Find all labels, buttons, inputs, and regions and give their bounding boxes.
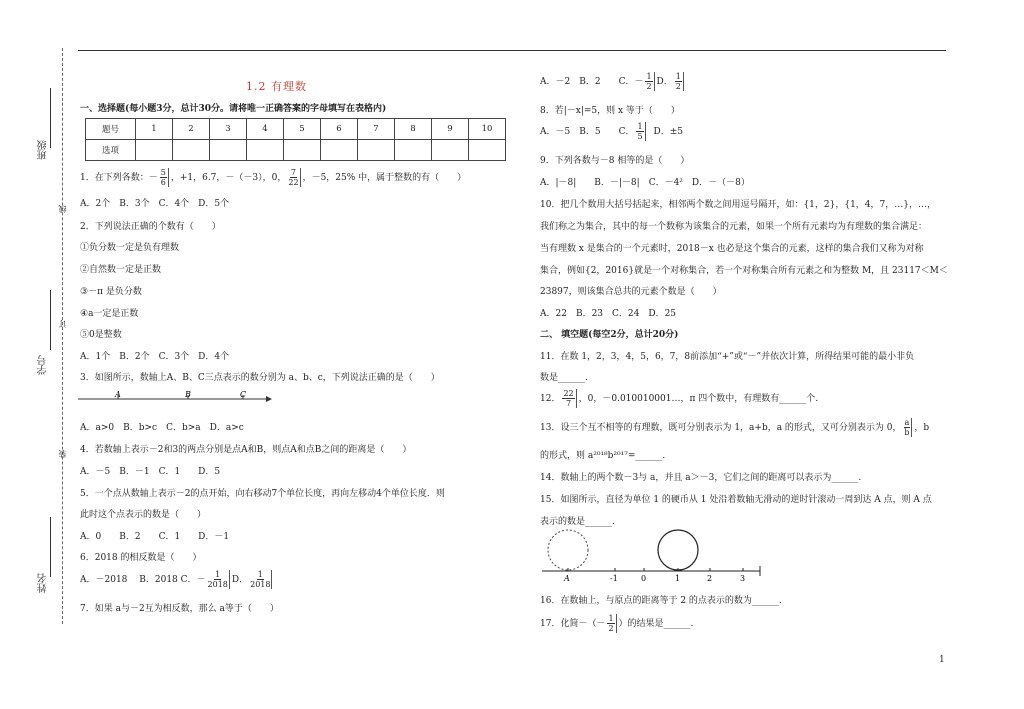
question-4: 4．若数轴上表示－2和3的两点分别是点A和B，则点A和点B之间的距离是（ ）	[80, 445, 412, 455]
question-7: 7．如果 a与－2互为相反数，那么 a等于（ ）	[80, 604, 279, 614]
question-13-line1: 13．设三个互不相等的有理数，既可分别表示为 1，a+b，a 的形式，又可分别表示为 0， $\frac{a}{b}$ ，b	[540, 418, 930, 437]
answer-cell[interactable]	[284, 140, 321, 161]
class-write-line	[50, 88, 51, 148]
q3-number-line	[78, 390, 272, 406]
q2-statement: ①负分数一定是负有理数	[80, 243, 180, 253]
question-10-line4: 集合，例如{2，2016}就是一个对称集合，若一个对称集合所有元素之和为整数 M，且 23117＜M＜	[540, 266, 948, 276]
question-9: 9．下列各数与－8 相等的是（ ）	[540, 156, 690, 166]
question-11-line2: 数是______.	[540, 373, 588, 383]
tick-label: A	[564, 574, 570, 583]
attach-label: 装	[58, 450, 67, 458]
question-3: 3．如图所示，数轴上A、B、C三点表示的数分别为 a、b、c，下列说法正确的是（ ）	[80, 373, 440, 383]
q2-options: A．1个 B．2个 C．3个 D．4个	[80, 352, 230, 362]
fraction: $\frac{1}{2018}$	[250, 570, 271, 589]
name-write-line	[50, 517, 51, 577]
question-16: 16．在数轴上，与原点的距离等于 2 的点表示的数为______.	[540, 596, 782, 606]
answer-cell[interactable]	[469, 140, 506, 161]
fraction: $\frac{1}{2}$	[607, 614, 616, 633]
line-label: 线	[58, 205, 67, 213]
q3-options: A．a>0 B．b>c C．b>a D．a>c	[80, 423, 244, 433]
question-1: 1．在下列各数：－ $\frac{5}{6}$ ，+1，6.7，－（－3），0， $\frac{7}{22}$ ，－5，25% 中，属于整数的有（ ）	[80, 168, 467, 187]
question-10-line2: 我们称之为集合，其中的每一个数称为该集合的元素，如果一个所有元素均为有理数的集合满足：	[540, 222, 928, 232]
answer-cell[interactable]	[395, 140, 432, 161]
fraction: $\frac{1}{2}$	[645, 72, 654, 91]
fraction: $\frac{1}{2018}$	[207, 570, 228, 589]
q6-options: A．－2018 B．2018 C．－ $\frac{1}{2018}$ D． $\frac{1}{2018}$	[80, 570, 271, 589]
binding-line	[62, 48, 63, 624]
tick-label: 0	[641, 574, 647, 583]
answer-cell[interactable]	[247, 140, 284, 161]
page-number: 1	[939, 655, 945, 665]
question-10-line1: 10．把几个数用大括号括起来，相邻两个数之间用逗号隔开，如：{1，2}，{1，4，7，…}，…，	[540, 200, 936, 210]
section-2-heading: 二、 填空题(每空2分，总计20分)	[540, 330, 679, 340]
question-8: 8．若|－x|=5，则 x 等于（ ）	[540, 106, 680, 116]
fraction: $\frac{5}{6}$	[160, 168, 169, 187]
fraction: $\frac{1}{2}$	[675, 72, 684, 91]
start-coin-icon	[548, 530, 588, 570]
question-5-line2: 此时这个点表示的数是（ ）	[80, 510, 207, 520]
q1-options: A．2个 B．3个 C．4个 D．5个	[80, 199, 230, 209]
bind-label: 订	[58, 320, 67, 328]
header-rule	[78, 50, 946, 51]
q15-coin-figure	[538, 528, 766, 586]
name-label: 姓名	[38, 573, 49, 593]
section-1-heading: 一、选择题(每小题3分，总计30分。请将唯一正确答案的字母填写在表格内)	[80, 104, 387, 114]
fraction: $\frac{1}{5}$	[636, 122, 645, 141]
number-write-line	[50, 290, 51, 350]
question-10-line3: 当有理数 x 是集合的一个元素时，2018－x 也必是这个集合的元素，这样的集合我们又称为对称	[540, 244, 924, 254]
question-10-line5: 23897，则该集合总共的元素个数是（ ）	[540, 287, 722, 297]
answer-cell[interactable]	[358, 140, 395, 161]
question-2: 2．下列说法正确的个数有（ ）	[80, 222, 221, 232]
q8-options: A．－5 B．5 C． $\frac{1}{5}$ D．±5	[540, 122, 684, 141]
q5-options: A．0 B．2 C．1 D．－1	[80, 532, 230, 542]
question-17: 17．化简－（－ $\frac{1}{2}$ ）的结果是______.	[540, 614, 694, 633]
table-row2-label: 选项	[86, 140, 136, 161]
number-label: 学号	[38, 355, 49, 375]
table-head-label: 题号	[86, 119, 136, 140]
q10-options: A．22 B．23 C．24 D．25	[540, 309, 677, 319]
answer-cell[interactable]	[321, 140, 358, 161]
rolling-coin-icon	[658, 530, 698, 570]
point-a-label: A	[115, 390, 121, 399]
q9-options: A．|－8| B．－|－8| C．－4² D．－（－8）	[540, 178, 750, 188]
point-c-label: C	[240, 390, 247, 399]
question-15-line2: 表示的数是______.	[540, 517, 615, 527]
question-6: 6．2018 的相反数是（ ）	[80, 553, 202, 563]
answer-cell[interactable]	[432, 140, 469, 161]
point-b-label: B	[185, 390, 191, 399]
class-label: 班级	[38, 140, 49, 160]
q4-options: A．－5 B．－1 C．1 D．5	[80, 467, 221, 477]
question-14: 14．数轴上的两个数－3与 a，并且 a＞－3，它们之间的距离可以表示为______.	[540, 473, 862, 483]
question-13-line2: 的形式，则 a²⁰¹⁸b²⁰¹⁷=______.	[540, 451, 666, 461]
tick-label: 1	[675, 574, 681, 583]
tick-label: -1	[610, 574, 618, 583]
q2-statement: ③－π 是负分数	[80, 287, 142, 297]
answer-cell[interactable]	[136, 140, 173, 161]
q7-options: A．－2 B．2 C．－ $\frac{1}{2}$ D． $\frac{1}{2}$	[540, 72, 686, 91]
q2-statement: ⑤0是整数	[80, 330, 122, 340]
q2-statement: ②自然数一定是正数	[80, 265, 162, 275]
tick-label: 3	[740, 574, 746, 583]
question-11-line1: 11．在数 1，2，3，4，5，6，7，8前添加“+”或“－”并依次计算，所得结果可能的最小非负	[540, 352, 915, 362]
answer-cell[interactable]	[210, 140, 247, 161]
fraction: $\frac{22}{7}$	[562, 389, 576, 408]
fraction: $\frac{7}{22}$	[288, 168, 299, 187]
question-12: 12． $\frac{22}{7}$ ，0，－0.010010001…，π 四个数中，有理数有______个.	[540, 389, 819, 408]
answer-table: 题号 1 2 3 4 5 6 7 8 9 10 选项	[85, 118, 506, 161]
tick-label: 2	[707, 574, 713, 583]
page-title: 1.2 有理数	[246, 80, 307, 93]
fraction: $\frac{a}{b}$	[904, 418, 913, 437]
q2-statement: ④a一定是正数	[80, 309, 139, 319]
answer-cell[interactable]	[173, 140, 210, 161]
question-15-line1: 15．如图所示，直径为单位 1 的硬币从 1 处沿着数轴无滑动的逆时针滚动一周到达 A 点，则 A 点	[540, 495, 932, 505]
question-5-line1: 5．一个点从数轴上表示－2的点开始，向右移动7个单位长度，再向左移动4个单位长度．则	[80, 489, 445, 499]
